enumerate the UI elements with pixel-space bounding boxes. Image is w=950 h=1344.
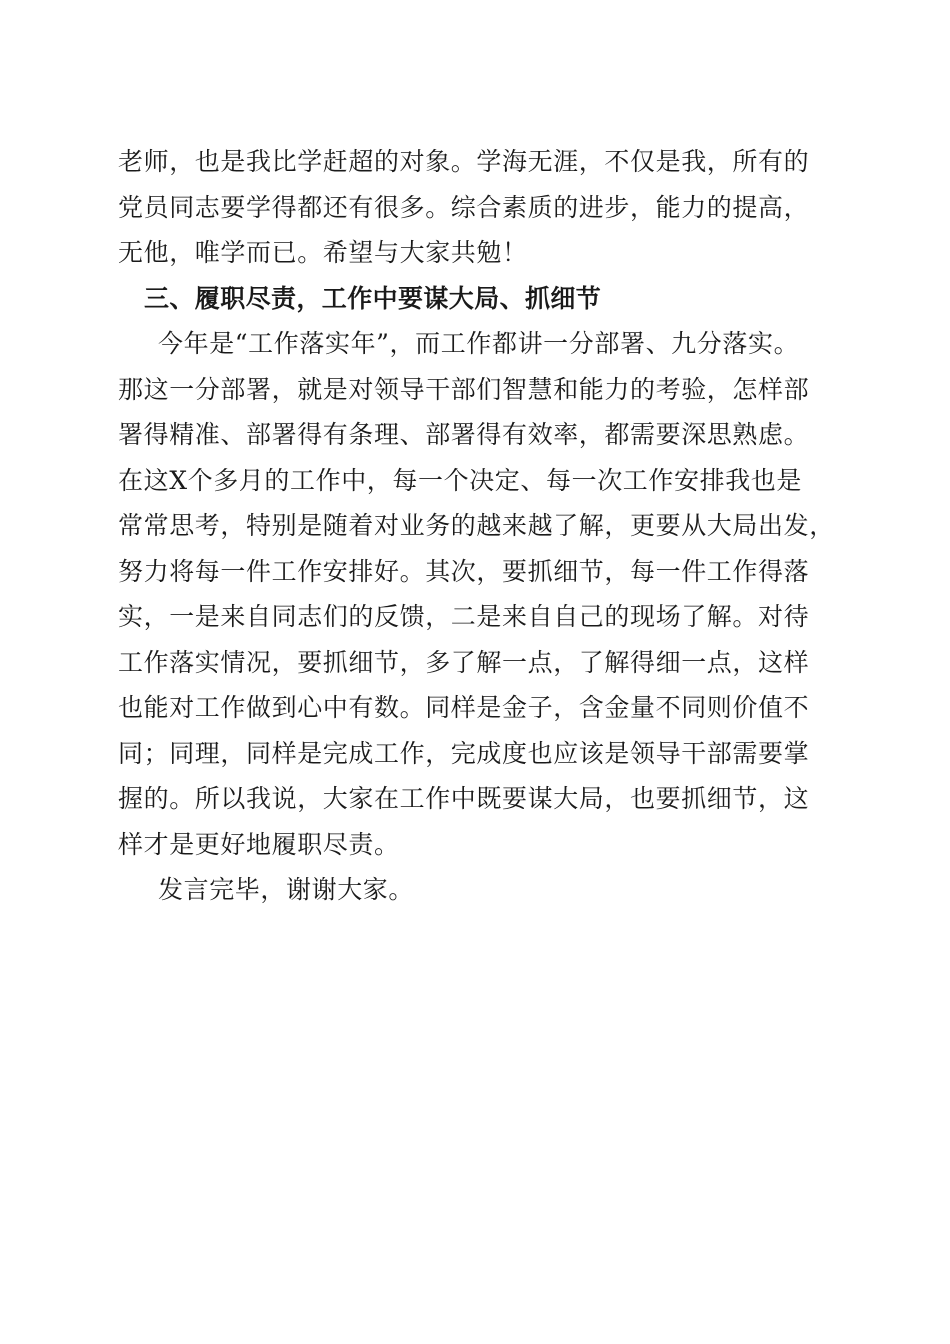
- paragraph-line: 那这一分部署，就是对领导干部们智慧和能力的考验，怎样部: [118, 374, 810, 404]
- paragraph-line: 握的。所以我说，大家在工作中既要谋大局，也要抓细节，这: [118, 784, 810, 813]
- paragraph-line: 党员同志要学得都还有很多。综合素质的进步，能力的提高，: [118, 192, 810, 222]
- paragraph-line: 在这X个多月的工作中，每一个决定、每一次工作安排我也是: [118, 465, 802, 495]
- paragraph-line: 署得精准、部署得有条理、部署得有效率，都需要深思熟虑。: [118, 420, 810, 449]
- paragraph-line: 同；同理，同样是完成工作，完成度也应该是领导干部需要掌: [118, 738, 810, 768]
- paragraph-line: 样才是更好地履职尽责。: [118, 829, 400, 859]
- paragraph-line: 常常思考，特别是随着对业务的越来越了解，更要从大局出发，: [118, 511, 835, 540]
- paragraph-1: [118, 139, 830, 276]
- paragraph-line: 工作落实情况，要抓细节，多了解一点，了解得细一点，这样: [118, 647, 810, 677]
- paragraph-line: 也能对工作做到心中有数。同样是金子，含金量不同则价值不: [118, 693, 810, 722]
- paragraph-line: 今年是“工作落实年”，而工作都讲一分部署、九分落实。: [158, 329, 800, 358]
- paragraph-line: 努力将每一件工作安排好。其次，要抓细节，每一件工作得落: [118, 556, 810, 586]
- closing-line: 发言完毕，谢谢大家。: [158, 875, 415, 904]
- paragraph-line: 无他，唯学而已。希望与大家共勉！: [118, 238, 528, 267]
- paragraph-2: [118, 321, 835, 867]
- section-heading: 三、履职尽责，工作中要谋大局、抓细节: [144, 283, 602, 313]
- paragraph-line: 老师，也是我比学赶超的对象。学海无涯，不仅是我，所有的: [118, 147, 810, 176]
- document-body: [118, 139, 835, 913]
- paragraph-line: 实，一是来自同志们的反馈，二是来自自己的现场了解。对待: [118, 602, 810, 631]
